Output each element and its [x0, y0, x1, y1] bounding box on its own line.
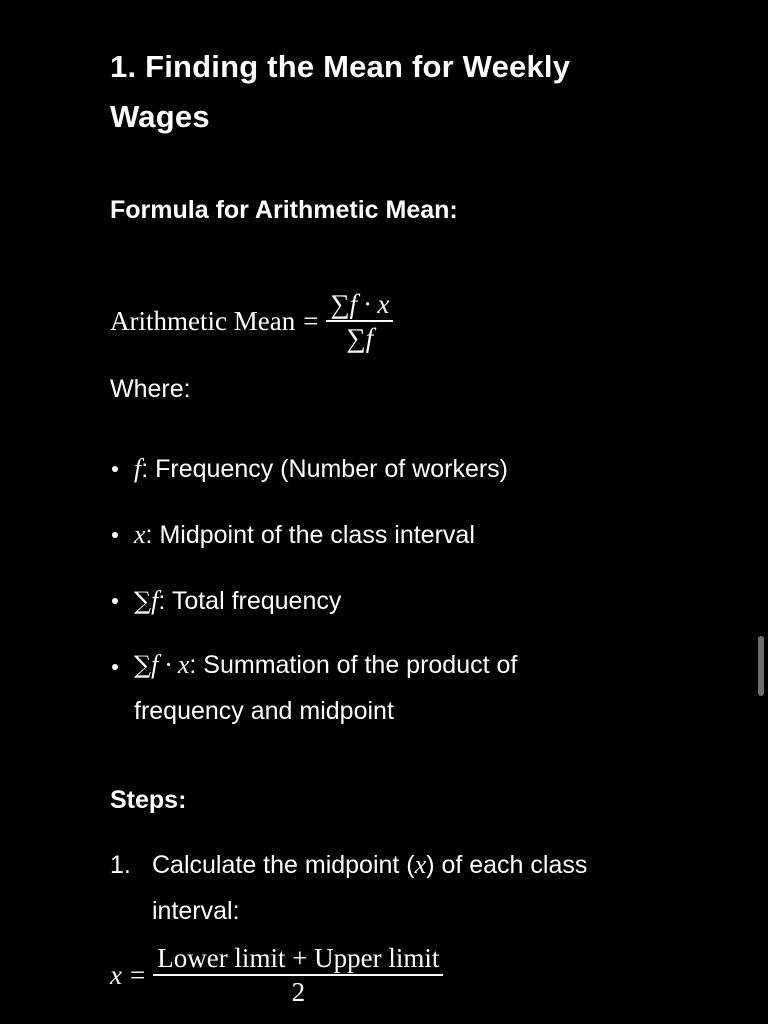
step-symbol: x: [414, 850, 427, 879]
definition-text: : Midpoint of the class interval: [145, 521, 475, 549]
section-title-line1: 1. Finding the Mean for Weekly: [110, 49, 571, 84]
section-header: [110, 42, 730, 142]
arithmetic-mean-formula: [110, 288, 393, 354]
section-title-line2: Wages: [110, 99, 210, 134]
definition-item-continuation: frequency and midpoint: [134, 697, 394, 725]
definition-symbol: x: [134, 520, 146, 549]
midpoint-formula: [110, 942, 443, 1008]
definition-symbol: f: [151, 586, 159, 615]
midpoint-fraction: [153, 942, 443, 1008]
definition-item: [134, 584, 341, 618]
step-number: 1.: [110, 851, 131, 879]
sigma-symbol: ∑: [134, 651, 152, 679]
midpoint-lhs: x: [110, 959, 122, 990]
formula-numerator: ∑f · x: [330, 289, 390, 319]
bullet-dot: [112, 466, 118, 472]
midpoint-equals: =: [129, 959, 146, 990]
step-text-before: Calculate the midpoint (: [152, 851, 415, 879]
formula-denominator: ∑f: [346, 323, 374, 353]
formula-heading: Formula for Arithmetic Mean:: [110, 196, 458, 224]
step-text-after: ) of each class: [426, 851, 588, 879]
definition-text: : Summation of the product of: [189, 651, 518, 679]
midpoint-denominator: 2: [291, 977, 306, 1007]
bullet-dot: [112, 664, 118, 670]
step-item-continuation: interval:: [152, 897, 240, 925]
definition-item: [134, 452, 508, 486]
definition-text: : Total frequency: [158, 587, 342, 615]
formula-fraction: [326, 288, 393, 354]
definition-symbol: f: [134, 454, 142, 483]
sigma-symbol: ∑: [134, 587, 152, 615]
definition-item: [134, 648, 517, 682]
bullet-dot: [112, 598, 118, 604]
steps-heading: Steps:: [110, 786, 187, 814]
midpoint-numerator: Lower limit + Upper limit: [157, 943, 440, 973]
definition-item: [134, 518, 475, 552]
step-item: [152, 848, 587, 882]
vertical-scrollbar[interactable]: [758, 636, 764, 696]
bullet-dot: [112, 532, 118, 538]
definition-symbol: f · x: [151, 650, 190, 679]
formula-lhs: Arithmetic Mean: [110, 305, 296, 336]
definition-text: : Frequency (Number of workers): [141, 455, 509, 483]
where-label: Where:: [110, 375, 191, 403]
formula-equals: =: [303, 305, 319, 336]
